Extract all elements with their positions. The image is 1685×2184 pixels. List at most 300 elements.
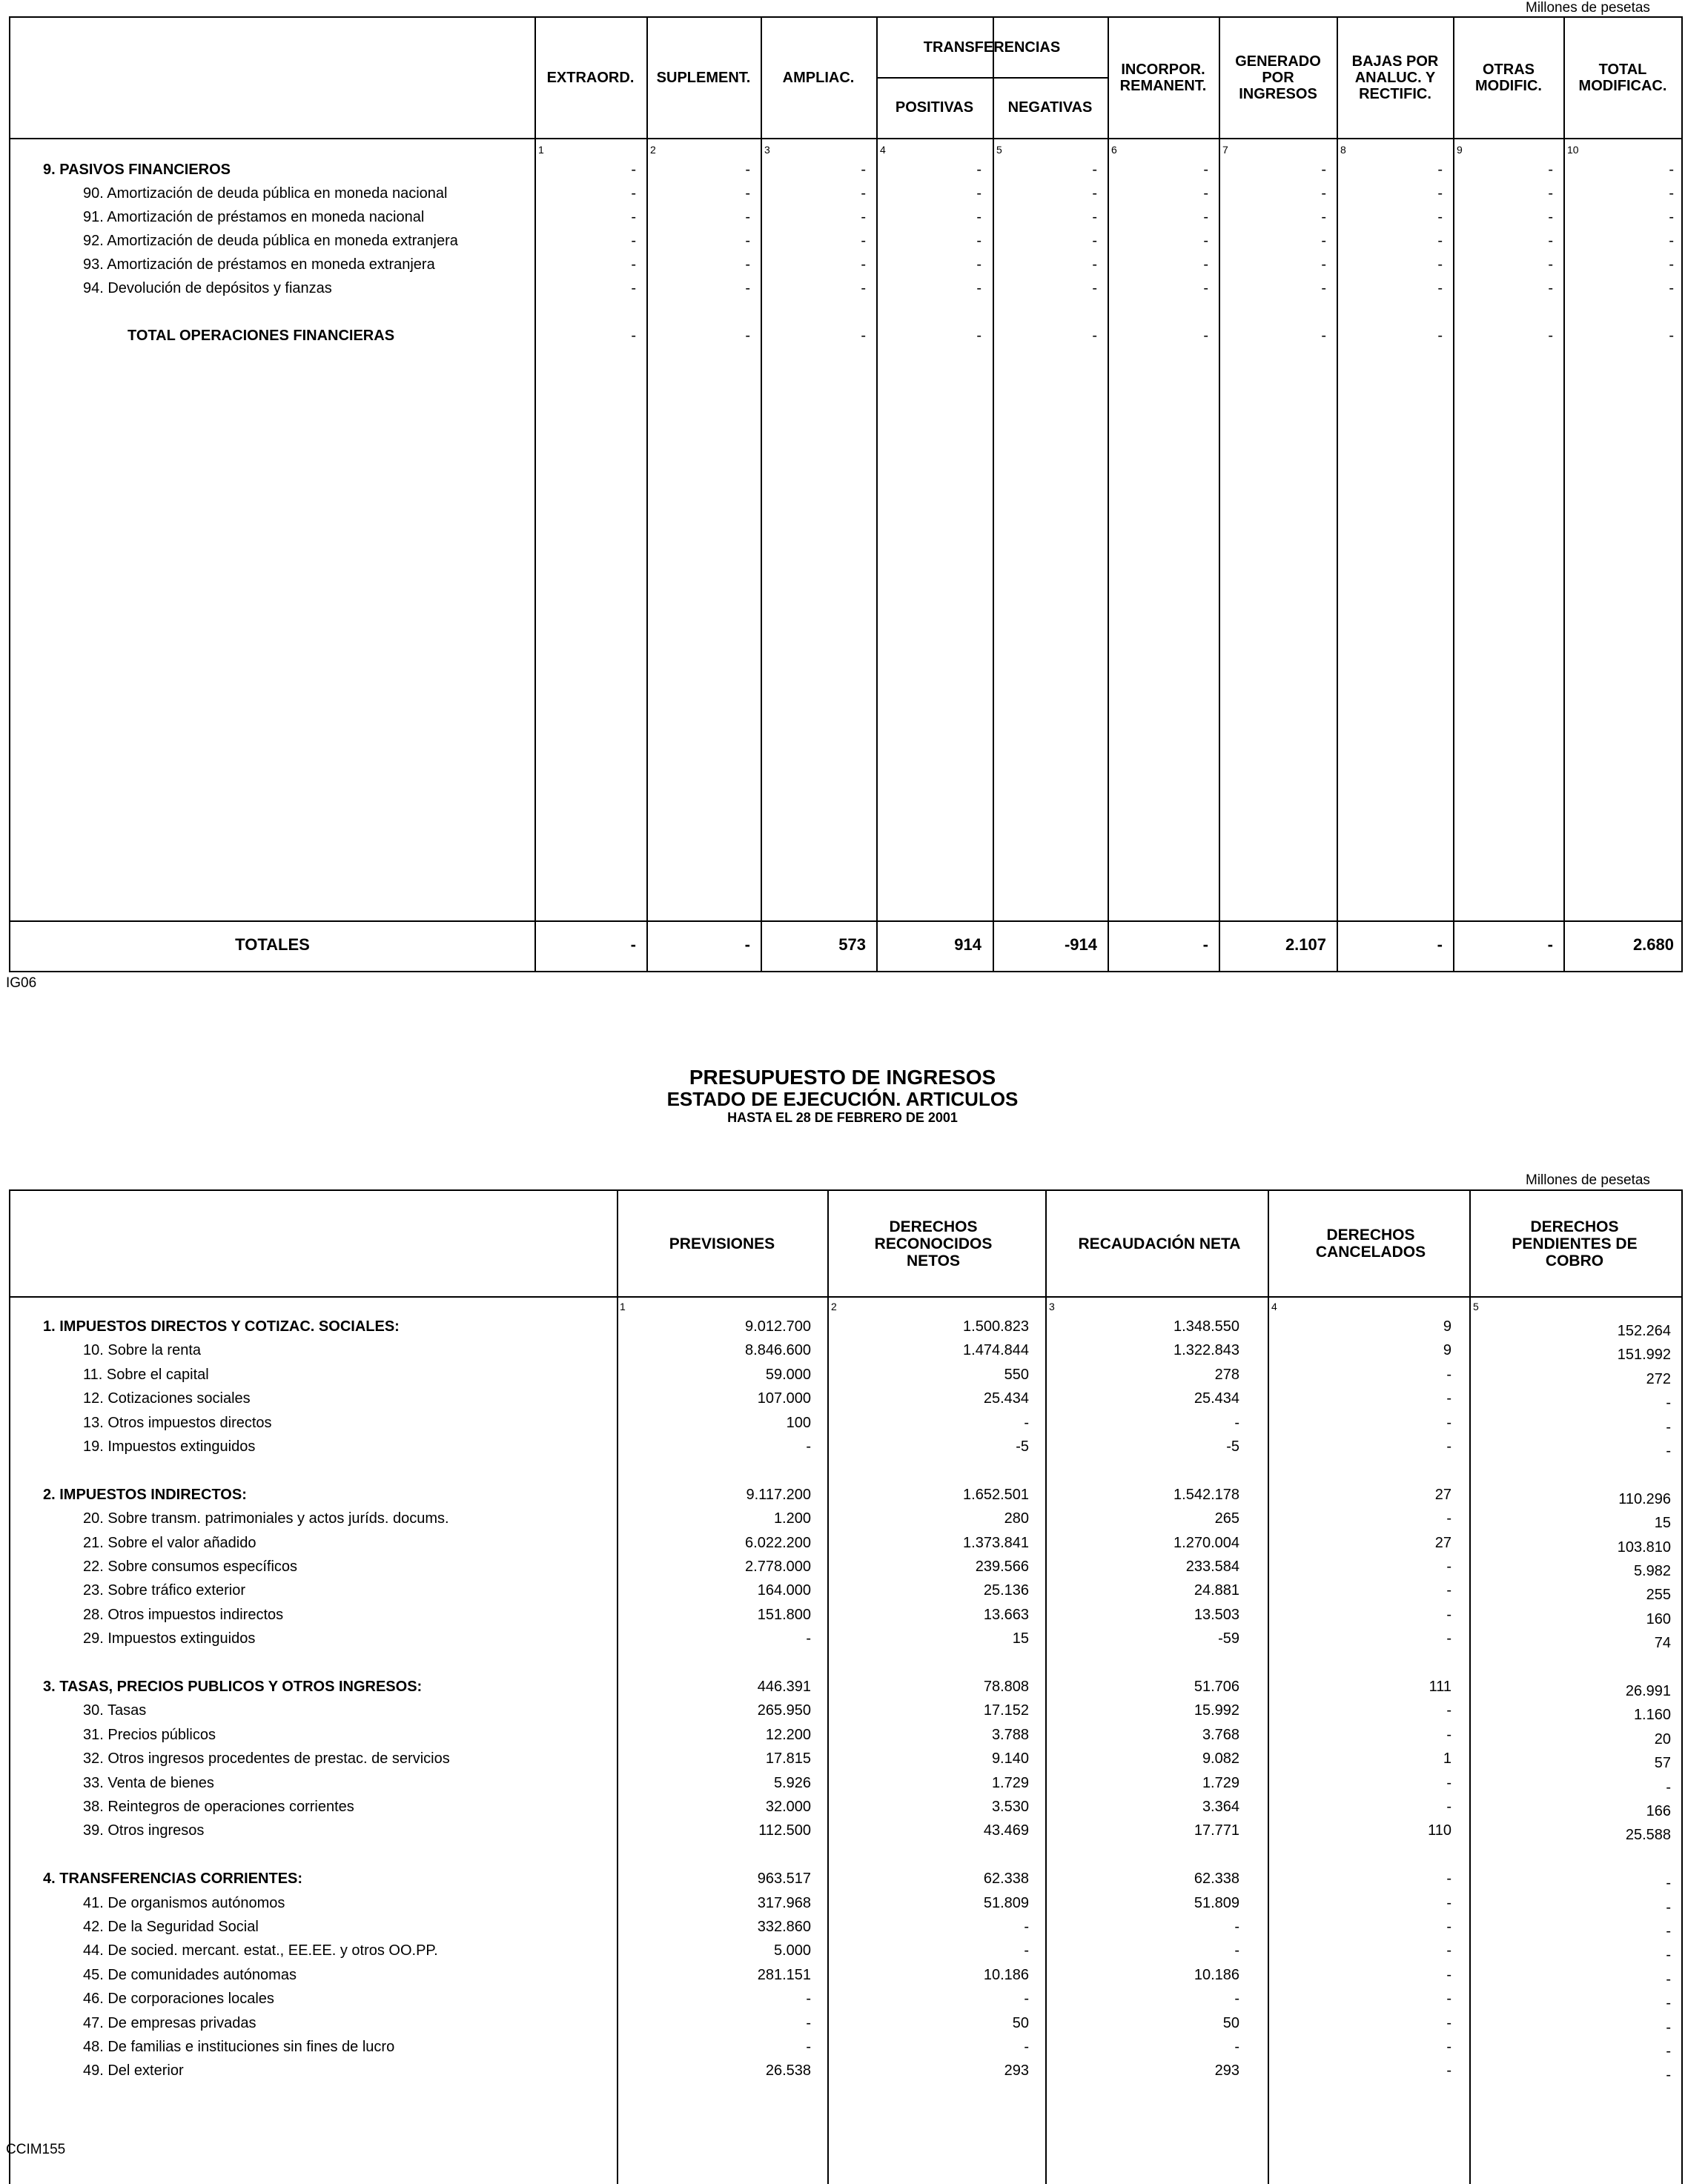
col-number: 3 [764,144,770,156]
table-cell: 255 [1646,1587,1671,1603]
table-cell: 3.364 [1202,1799,1239,1815]
page-code-2: CCIM155 [6,2142,66,2157]
header-total: TOTAL MODIFICAC. [1578,62,1667,94]
table-cell: - [1548,162,1553,178]
col-number: 4 [880,144,886,156]
table-cell: - [1666,1395,1671,1411]
table-cell: - [631,233,636,249]
table-cell: 280 [1004,1510,1029,1527]
col-number: 4 [1271,1301,1277,1312]
table-cell: - [1321,209,1326,225]
table-cell: - [1446,1702,1451,1719]
header-transferencias: TRANSFERENCIAS [923,39,1061,56]
totals-cell: - [1437,935,1443,954]
table-cell: 51.809 [1194,1895,1239,1911]
report-date: HASTA EL 28 DE FEBRERO DE 2001 [727,1110,958,1125]
row-label: 13. Otros impuestos directos [83,1415,272,1431]
report-title: PRESUPUESTO DE INGRESOS [689,1066,996,1089]
income-execution-table [9,1189,1683,2184]
table-cell: - [1092,185,1097,202]
table-cell: - [745,233,750,249]
table-cell: 15 [1654,1515,1671,1531]
table-cell: - [1446,1967,1451,1983]
table-cell: - [1024,1415,1029,1431]
table-cell: 100 [786,1415,811,1431]
table-cell: - [806,2015,811,2031]
row-label: TOTAL OPERACIONES FINANCIERAS [128,328,395,344]
table-cell: 25.434 [1194,1390,1239,1407]
table-cell: - [1446,1390,1451,1407]
table-cell: - [1446,1367,1451,1383]
table-cell: 51.706 [1194,1679,1239,1695]
table-cell: 1.652.501 [963,1487,1029,1503]
table-cell: 1.200 [773,1510,811,1527]
table-cell: 446.391 [757,1679,811,1695]
table-cell: 59.000 [765,1367,811,1383]
totals-cell: 573 [838,935,866,954]
table-cell: 13.663 [983,1607,1029,1623]
page-code-1: IG06 [6,975,37,991]
table-cell: 17.152 [983,1702,1029,1719]
table-cell: - [976,328,981,344]
row-label: 42. De la Seguridad Social [83,1919,259,1935]
table-cell: 27 [1434,1487,1451,1503]
totals-cell: - [744,935,750,954]
table-cell: - [861,233,866,249]
unit-label-1: Millones de pesetas [1526,0,1650,16]
table-cell: - [1548,328,1553,344]
col-number: 9 [1457,144,1463,156]
table-cell: 151.800 [757,1607,811,1623]
col-number: 3 [1049,1301,1055,1312]
table-cell: 15 [1012,1630,1029,1647]
totals-cell: 2.107 [1285,935,1326,954]
row-label: 22. Sobre consumos específicos [83,1559,298,1575]
table-cell: 152.264 [1617,1323,1671,1339]
table-cell: 293 [1004,2062,1029,2079]
table-cell: - [976,185,981,202]
row-label: 92. Amortización de deuda pública en moneda extranjera [83,233,458,249]
row-label: 28. Otros impuestos indirectos [83,1607,284,1623]
table-cell: 78.808 [983,1679,1029,1695]
table-cell: 1.322.843 [1173,1342,1239,1358]
table-cell: - [1234,2039,1239,2055]
table-cell: - [1669,256,1674,273]
table-cell: - [1321,233,1326,249]
table-cell: - [1446,1727,1451,1743]
table-cell: - [1666,2019,1671,2036]
header-positivas: POSITIVAS [895,99,974,116]
table-cell: - [1446,1991,1451,2007]
row-label: 10. Sobre la renta [83,1342,201,1358]
table-cell: 43.469 [983,1822,1029,1839]
row-label: 38. Reintegros de operaciones corrientes [83,1799,354,1815]
row-label: 12. Cotizaciones sociales [83,1390,251,1407]
table-cell: 13.503 [1194,1607,1239,1623]
table-cell: 3.530 [991,1799,1029,1815]
table-cell: - [861,256,866,273]
table-cell: 9 [1443,1318,1451,1335]
totals-cell: - [1202,935,1208,954]
table-cell: - [1446,1630,1451,1647]
table-cell: - [1446,1582,1451,1599]
table-cell: 112.500 [758,1822,811,1839]
totals-cell: 2.680 [1632,935,1674,954]
table-cell: - [976,233,981,249]
table-cell: 265 [1214,1510,1239,1527]
table-cell: - [1437,233,1443,249]
table-cell: - [976,280,981,296]
table-cell: 3.768 [1202,1727,1239,1743]
table-cell: 12.200 [765,1727,811,1743]
table-cell: - [861,328,866,344]
row-label: 49. Del exterior [83,2062,184,2079]
table-cell: 25.588 [1625,1827,1671,1843]
table-cell: - [1203,328,1208,344]
table-cell: - [1446,1799,1451,1815]
row-label: 91. Amortización de préstamos en moneda nacional [83,209,425,225]
table-cell: - [1437,256,1443,273]
table-cell: 1.160 [1633,1707,1671,1723]
table-cell: 550 [1004,1367,1029,1383]
header-bajas: BAJAS POR ANALUC. Y RECTIFIC. [1351,53,1439,102]
table-cell: - [745,256,750,273]
table-cell: 2.778.000 [745,1559,811,1575]
table-cell: 103.810 [1617,1539,1671,1556]
table-cell: - [1548,280,1553,296]
row-label: 30. Tasas [83,1702,147,1719]
table-cell: - [1666,1923,1671,1939]
table-cell: 1.542.178 [1173,1487,1239,1503]
col-number: 8 [1340,144,1346,156]
table-cell: - [1669,328,1674,344]
row-label: 45. De comunidades autónomas [83,1967,297,1983]
col-number: 10 [1567,144,1579,156]
table-cell: 6.022.200 [745,1535,811,1551]
table-cell: - [1024,1919,1029,1935]
table-cell: - [1446,1438,1451,1455]
table-cell: - [806,1630,811,1647]
table-cell: - [806,1438,811,1455]
header-derechos-cancelados: DERECHOS CANCELADOS [1315,1227,1426,1261]
table-cell: - [1669,162,1674,178]
table-cell: - [631,185,636,202]
table-cell: 50 [1222,2015,1239,2031]
table-cell: - [631,256,636,273]
table-cell: - [1669,233,1674,249]
table-cell: - [1321,280,1326,296]
table-cell: - [1666,2067,1671,2083]
table-cell: - [1446,2062,1451,2079]
table-cell: - [1446,1871,1451,1887]
table-cell: - [861,280,866,296]
table-cell: 5.926 [773,1775,811,1791]
table-cell: 1.729 [991,1775,1029,1791]
table-cell: 24.881 [1194,1582,1239,1599]
row-label: 48. De familias e instituciones sin fines de lucro [83,2039,395,2055]
table-cell: - [1446,2015,1451,2031]
header-derechos-pendientes: DERECHOS PENDIENTES DE COBRO [1512,1218,1638,1269]
table-cell: 51.809 [983,1895,1029,1911]
group-label: 3. TASAS, PRECIOS PUBLICOS Y OTROS INGRESOS: [43,1679,423,1695]
table-cell: - [1548,256,1553,273]
table-cell: - [1203,256,1208,273]
table-cell: - [1446,1919,1451,1935]
header-extraord: EXTRAORD. [546,70,635,86]
table-cell: 281.151 [757,1967,811,1983]
table-cell: 151.992 [1617,1347,1671,1363]
report-subtitle: ESTADO DE EJECUCIÓN. ARTICULOS [666,1088,1019,1110]
unit-label-2: Millones de pesetas [1526,1172,1650,1188]
table-cell: 27 [1434,1535,1451,1551]
table-cell: 272 [1646,1371,1671,1387]
header-suplement: SUPLEMENT. [656,70,751,86]
table-cell: 9 [1443,1342,1451,1358]
table-cell: 239.566 [975,1559,1029,1575]
table-cell: - [1092,256,1097,273]
group-label: 2. IMPUESTOS INDIRECTOS: [43,1487,247,1503]
row-label: 46. De corporaciones locales [83,1991,274,2007]
table-cell: - [806,2039,811,2055]
table-cell: 10.186 [983,1967,1029,1983]
row-label: 47. De empresas privadas [83,2015,256,2031]
table-cell: 107.000 [757,1390,811,1407]
table-cell: - [976,162,981,178]
header-generado: GENERADO POR INGRESOS [1235,53,1321,102]
header-recaudacion: RECAUDACIÓN NETA [1078,1235,1241,1252]
table-cell: 26.991 [1625,1683,1671,1699]
table-cell: - [631,162,636,178]
table-cell: - [1446,1607,1451,1623]
table-cell: 26.538 [765,2062,811,2079]
table-cell: 50 [1012,2015,1029,2031]
table-cell: - [1234,1942,1239,1959]
table-cell: - [1092,280,1097,296]
table-cell: 1.729 [1202,1775,1239,1791]
table-cell: 57 [1654,1755,1671,1771]
table-cell: 15.992 [1194,1702,1239,1719]
row-label: 31. Precios públicos [83,1727,216,1743]
row-label: 23. Sobre tráfico exterior [83,1582,245,1599]
table-cell: 233.584 [1185,1559,1239,1575]
table-cell: - [1437,328,1443,344]
row-label: 32. Otros ingresos procedentes de prestac. de servicios [83,1750,450,1767]
row-label: 93. Amortización de préstamos en moneda extranjera [83,256,435,273]
table-cell: - [1669,209,1674,225]
table-cell: 9.012.700 [745,1318,811,1335]
table-cell: - [1321,328,1326,344]
header-ampliac: AMPLIAC. [782,70,855,86]
table-cell: 5.982 [1633,1563,1671,1579]
table-cell: - [1666,1899,1671,1916]
table-cell: - [1548,233,1553,249]
table-cell: 1.270.004 [1173,1535,1239,1551]
table-cell: - [1024,1942,1029,1959]
header-incorpor: INCORPOR. REMANENT. [1119,62,1207,94]
col-number: 7 [1222,144,1228,156]
row-label: 19. Impuestos extinguidos [83,1438,256,1455]
table-cell: - [1203,209,1208,225]
row-label: 33. Venta de bienes [83,1775,214,1791]
row-label: 9. PASIVOS FINANCIEROS [43,162,231,178]
table-cell: - [1446,1415,1451,1431]
row-label: 44. De socied. mercant. estat., EE.EE. y otros OO.PP. [83,1942,438,1959]
totals-cell: 914 [954,935,981,954]
table-cell: 1.373.841 [963,1535,1029,1551]
table-cell: - [861,185,866,202]
table-cell: - [806,1991,811,2007]
table-cell: 32.000 [765,1799,811,1815]
table-cell: - [1092,233,1097,249]
table-cell: - [1446,1775,1451,1791]
totals-label: TOTALES [235,935,310,954]
table-cell: - [1666,1995,1671,2011]
row-label: 21. Sobre el valor añadido [83,1535,256,1551]
group-label: 1. IMPUESTOS DIRECTOS Y COTIZAC. SOCIALES: [43,1318,400,1335]
table-cell: - [1092,209,1097,225]
table-cell: - [1548,185,1553,202]
row-label: 90. Amortización de deuda pública en moneda nacional [83,185,448,202]
table-cell: - [1234,1991,1239,2007]
table-cell: - [1321,185,1326,202]
totals-cell: -914 [1064,935,1097,954]
totals-cell: - [630,935,636,954]
table-cell: 1 [1443,1750,1451,1767]
table-cell: - [1666,1419,1671,1435]
table-cell: 963.517 [757,1871,811,1887]
table-cell: - [1669,185,1674,202]
table-cell: - [1321,256,1326,273]
table-cell: 1.348.550 [1173,1318,1239,1335]
table-cell: - [1666,1971,1671,1988]
table-cell: - [1666,1779,1671,1796]
table-cell: 25.434 [983,1390,1029,1407]
table-cell: - [1203,280,1208,296]
col-number: 6 [1111,144,1117,156]
group-label: 4. TRANSFERENCIAS CORRIENTES: [43,1871,303,1887]
row-label: 39. Otros ingresos [83,1822,205,1839]
table-cell: 74 [1654,1635,1671,1651]
table-cell: 3.788 [991,1727,1029,1743]
table-cell: 17.815 [765,1750,811,1767]
table-cell: 110.296 [1618,1491,1671,1507]
row-label: 29. Impuestos extinguidos [83,1630,256,1647]
table-cell: - [1446,1942,1451,1959]
table-cell: 278 [1214,1367,1239,1383]
col-number: 2 [831,1301,837,1312]
table-cell: 25.136 [983,1582,1029,1599]
table-cell: - [1666,1443,1671,1459]
table-cell: - [1437,162,1443,178]
table-cell: - [1234,1415,1239,1431]
header-previsiones: PREVISIONES [669,1235,775,1252]
table-cell: - [861,209,866,225]
table-cell: - [1092,162,1097,178]
table-cell: -5 [1226,1438,1239,1455]
table-cell: - [1234,1919,1239,1935]
table-cell: - [745,162,750,178]
table-cell: 1.474.844 [963,1342,1029,1358]
table-cell: - [1548,209,1553,225]
col-number: 1 [620,1301,626,1312]
table-cell: 111 [1429,1679,1451,1695]
header-negativas: NEGATIVAS [1007,99,1093,116]
table-cell: 332.860 [757,1919,811,1935]
table-cell: - [1666,1947,1671,1963]
table-cell: - [1321,162,1326,178]
table-cell: 9.140 [991,1750,1029,1767]
table-cell: - [1446,1895,1451,1911]
table-cell: - [1024,1991,1029,2007]
table-cell: - [745,280,750,296]
table-cell: - [1203,162,1208,178]
col-number: 1 [538,144,544,156]
col-number: 5 [996,144,1002,156]
col-number: 2 [650,144,656,156]
table-cell: 110 [1428,1822,1451,1839]
header-otras: OTRAS MODIFIC. [1475,62,1542,94]
modifications-table [9,16,1683,972]
table-cell: - [745,209,750,225]
header-derechos-reconocidos: DERECHOS RECONOCIDOS NETOS [874,1218,993,1269]
table-cell: -59 [1218,1630,1239,1647]
table-cell: - [1437,280,1443,296]
table-cell: - [1437,185,1443,202]
table-cell: - [1446,1559,1451,1575]
table-cell: 1.500.823 [963,1318,1029,1335]
table-cell: - [1669,280,1674,296]
table-cell: - [745,185,750,202]
table-cell: - [1666,1875,1671,1891]
table-cell: 160 [1646,1611,1671,1627]
table-cell: 5.000 [773,1942,811,1959]
table-cell: - [631,280,636,296]
table-cell: 164.000 [757,1582,811,1599]
table-cell: -5 [1016,1438,1029,1455]
table-cell: 62.338 [1194,1871,1239,1887]
table-cell: - [976,209,981,225]
table-cell: 17.771 [1194,1822,1239,1839]
row-label: 94. Devolución de depósitos y fianzas [83,280,332,296]
table-cell: - [631,328,636,344]
table-cell: 20 [1654,1731,1671,1747]
table-cell: - [1203,185,1208,202]
table-cell: - [1092,328,1097,344]
table-cell: 166 [1646,1803,1671,1819]
totals-cell: - [1547,935,1553,954]
table-cell: 293 [1214,2062,1239,2079]
table-cell: 9.117.200 [746,1487,811,1503]
table-cell: - [1437,209,1443,225]
row-label: 20. Sobre transm. patrimoniales y actos juríds. docums. [83,1510,449,1527]
row-label: 41. De organismos autónomos [83,1895,285,1911]
table-cell: 62.338 [983,1871,1029,1887]
table-cell: 265.950 [757,1702,811,1719]
table-cell: 8.846.600 [745,1342,811,1358]
table-cell: 317.968 [757,1895,811,1911]
table-cell: - [1446,2039,1451,2055]
table-cell: 9.082 [1202,1750,1239,1767]
table-cell: - [976,256,981,273]
table-cell: - [1024,2039,1029,2055]
table-cell: - [1203,233,1208,249]
table-cell: 10.186 [1194,1967,1239,1983]
col-number: 5 [1473,1301,1479,1312]
table-cell: - [1446,1510,1451,1527]
table-cell: - [631,209,636,225]
row-label: 11. Sobre el capital [83,1367,209,1383]
table-cell: - [745,328,750,344]
